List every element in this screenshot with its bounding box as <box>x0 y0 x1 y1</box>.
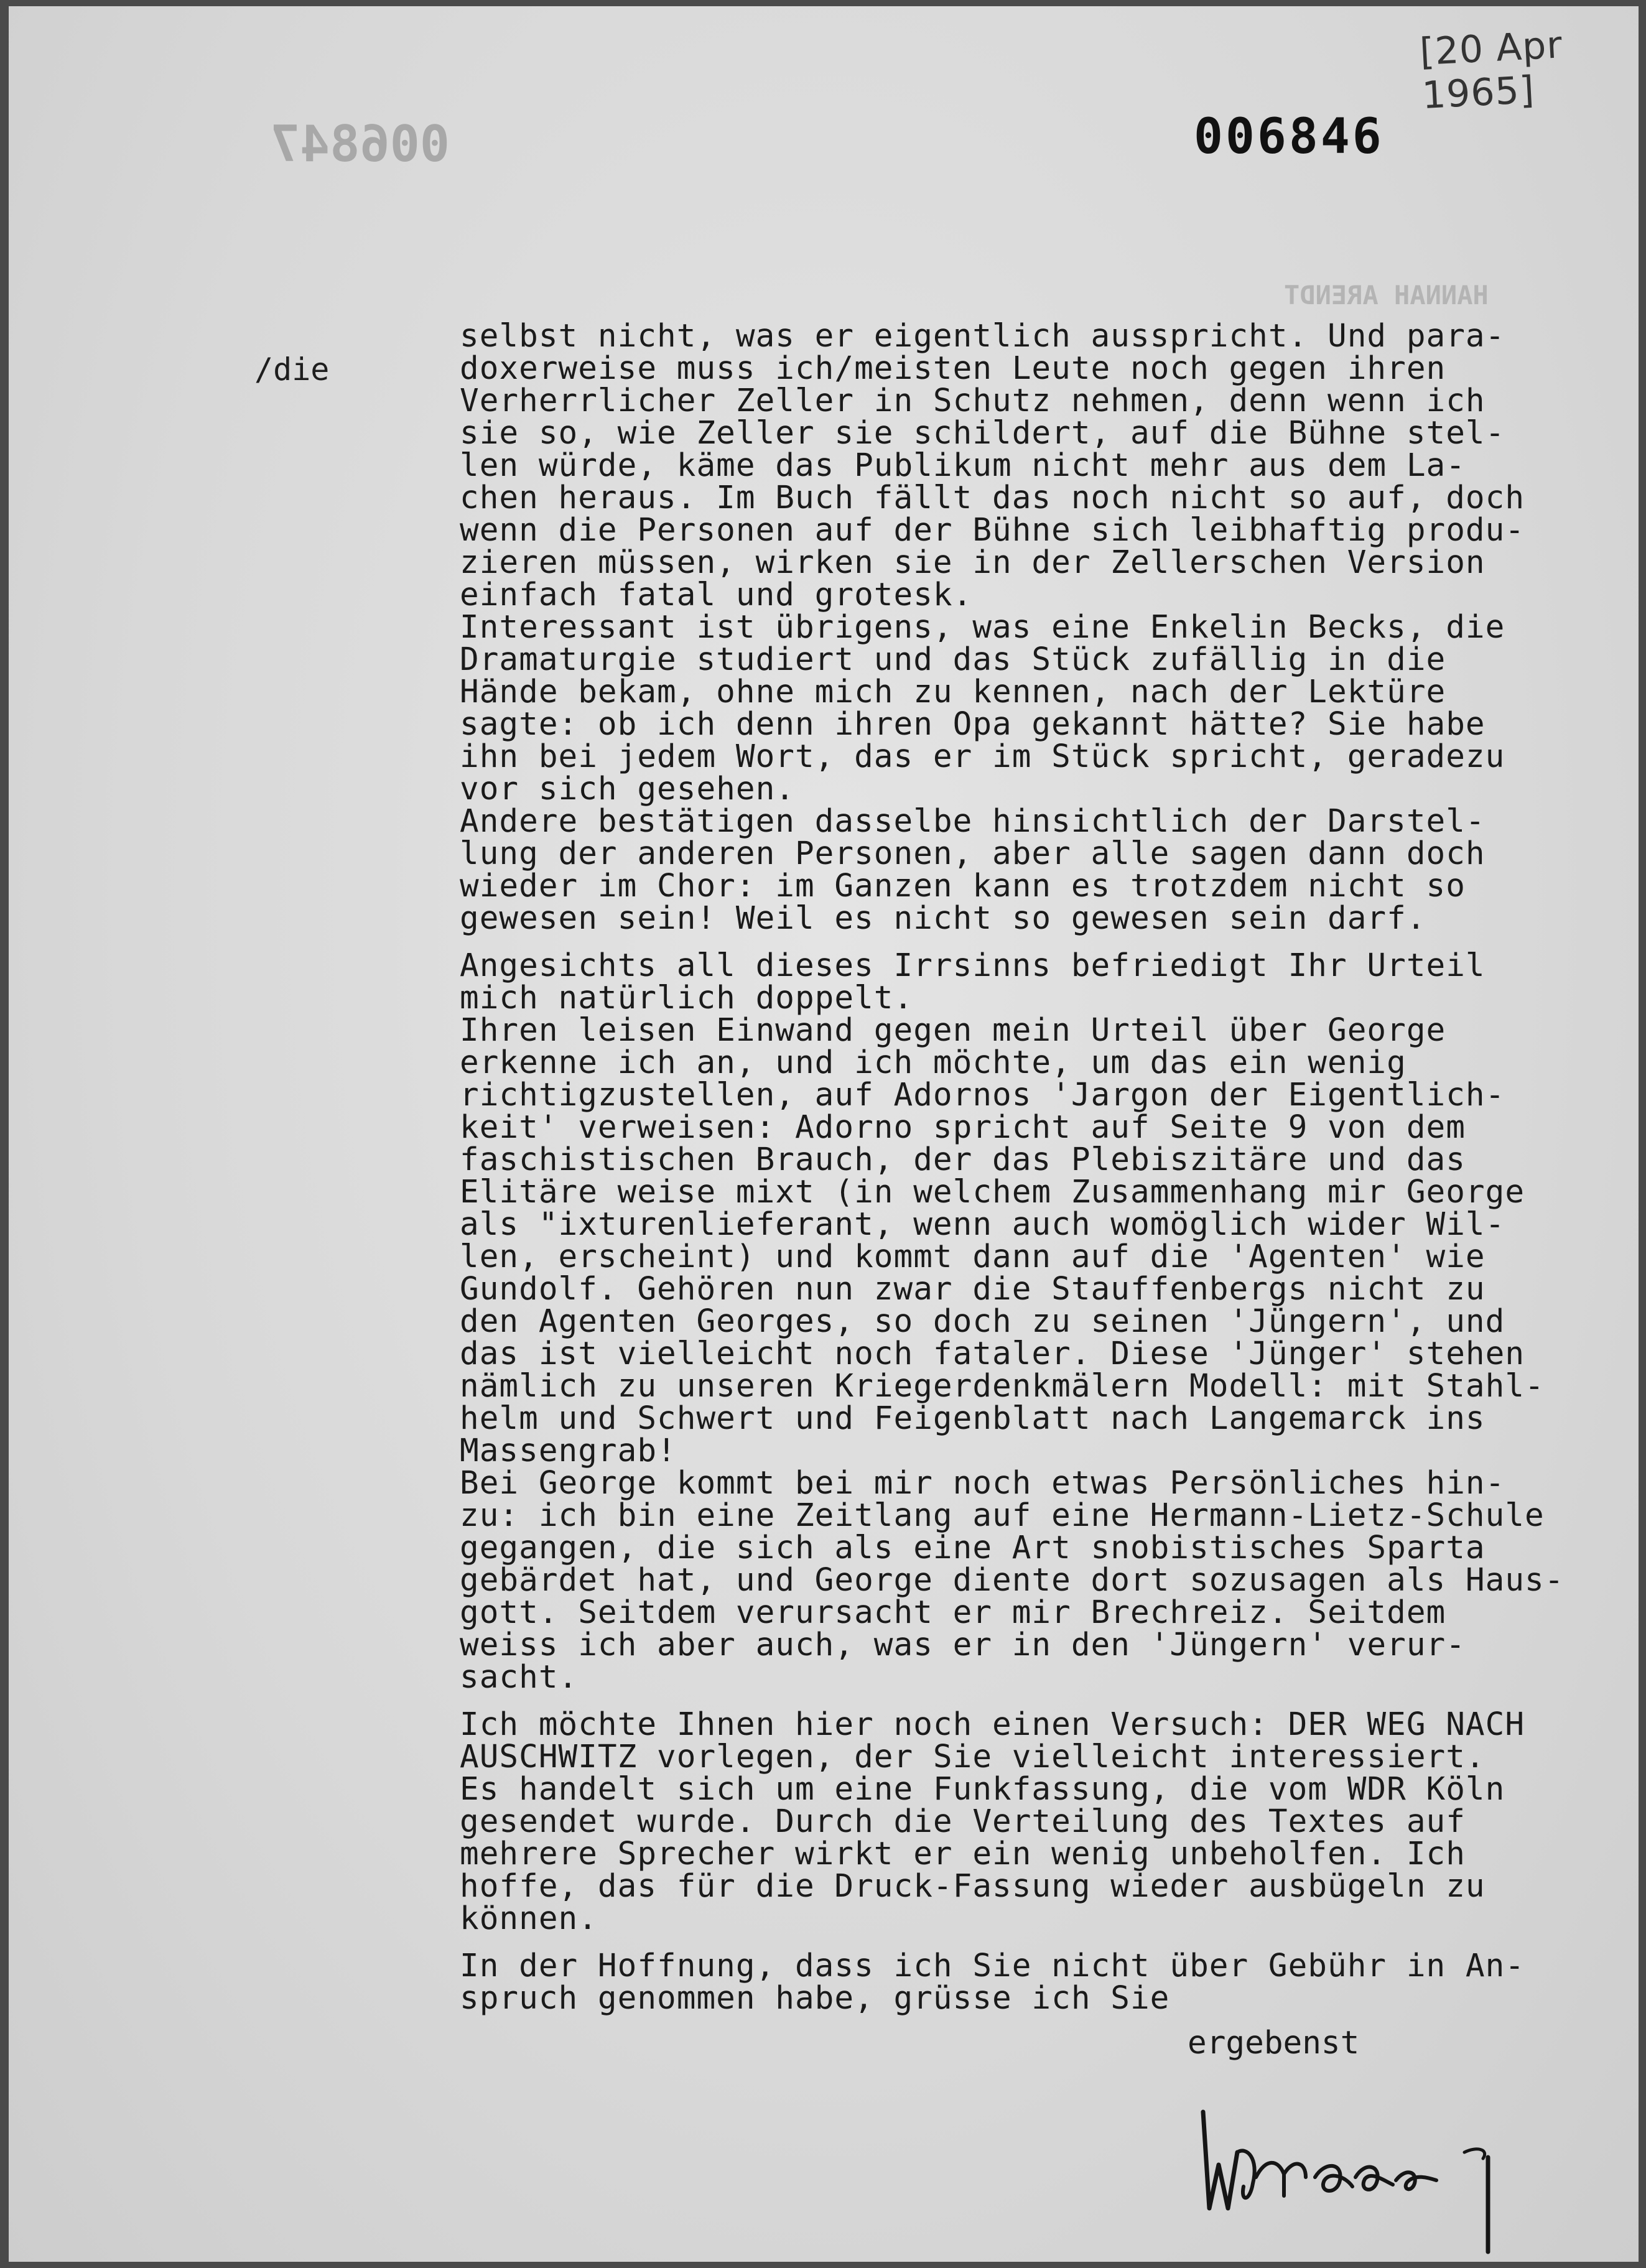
letter-line: Ich möchte Ihnen hier noch einen Versuch: DER WEG NACH <box>460 1706 1525 1743</box>
letter-line: einfach fatal und grotesk. <box>460 577 973 613</box>
letter-line: als "ixturenlieferant, wenn auch womöglich wider Wil- <box>460 1206 1505 1243</box>
letter-line: gott. Seitdem verursacht er mir Brechreiz. Seitdem <box>460 1594 1446 1631</box>
letter-line: zieren müssen, wirken sie in der Zellerschen Version <box>460 544 1486 581</box>
letter-line: Massengrab! <box>460 1433 677 1469</box>
letter-line: gewesen sein! Weil es nicht so gewesen sein darf. <box>460 900 1426 937</box>
archive-date-annotation: [20 Apr 1965] <box>1418 23 1564 118</box>
letter-line: wenn die Personen auf der Bühne sich leibhaftig produ- <box>460 512 1525 549</box>
bleed-through-header: HANNAH ARENDT <box>1284 280 1489 310</box>
margin-note: /die <box>254 351 330 388</box>
letter-line: erkenne ich an, und ich möchte, um das ein wenig <box>460 1044 1407 1081</box>
letter-line: keit' verweisen: Adorno spricht auf Seite 9 von dem <box>460 1109 1466 1146</box>
letter-line: Verherrlicher Zeller in Schutz nehmen, denn wenn ich <box>460 383 1486 419</box>
bleed-through-number: 006847 <box>270 115 450 173</box>
letter-line: Hände bekam, ohne mich zu kennen, nach der Lektüre <box>460 674 1446 710</box>
letter-line: mehrere Sprecher wirkt er ein wenig unbeholfen. Ich <box>460 1836 1466 1872</box>
letter-line: Interessant ist übrigens, was eine Enkelin Becks, die <box>460 609 1505 646</box>
letter-line: weiss ich aber auch, was er in den 'Jüngern' verur- <box>460 1627 1466 1663</box>
letter-line: ihn bei jedem Wort, das er im Stück spricht, geradezu <box>460 738 1505 775</box>
letter-line: den Agenten Georges, so doch zu seinen 'Jüngern', und <box>460 1303 1505 1340</box>
letter-line: In der Hoffnung, dass ich Sie nicht über Gebühr in An- <box>460 1948 1525 1984</box>
letter-line: sagte: ob ich denn ihren Opa gekannt hätte? Sie habe <box>460 706 1486 743</box>
letter-line: gesendet wurde. Durch die Verteilung des Textes auf <box>460 1803 1466 1840</box>
letter-line: Es handelt sich um eine Funkfassung, die vom WDR Köln <box>460 1771 1505 1808</box>
letter-line: spruch genommen habe, grüsse ich Sie <box>460 1980 1170 2017</box>
letter-line: Ihren leisen Einwand gegen mein Urteil über George <box>460 1012 1446 1049</box>
letter-line: sie so, wie Zeller sie schildert, auf die Bühne stel- <box>460 415 1505 452</box>
letter-line: Angesichts all dieses Irrsinns befriedigt Ihr Urteil <box>460 947 1486 984</box>
letter-line: Elitäre weise mixt (in welchem Zusammenhang mir George <box>460 1174 1525 1211</box>
handwritten-signature <box>1191 2053 1564 2262</box>
letter-line: Andere bestätigen dasselbe hinsichtlich der Darstel- <box>460 803 1486 840</box>
letter-line: hoffe, das für die Druck-Fassung wieder ausbügeln zu <box>460 1868 1486 1905</box>
letter-line: Dramaturgie studiert und das Stück zufällig in die <box>460 641 1446 678</box>
letter-page <box>9 6 1639 2262</box>
letter-line: len, erscheint) und kommt dann auf die 'Agenten' wie <box>460 1239 1486 1275</box>
letter-line: faschistischen Brauch, der das Plebiszitäre und das <box>460 1141 1466 1178</box>
letter-line: len würde, käme das Publikum nicht mehr aus dem La- <box>460 447 1466 484</box>
letter-line: gebärdet hat, und George diente dort sozusagen als Haus- <box>460 1562 1565 1599</box>
letter-line: helm und Schwert und Feigenblatt nach Langemarck ins <box>460 1400 1486 1437</box>
letter-line: können. <box>460 1900 598 1937</box>
letter-line: selbst nicht, was er eigentlich ausspricht. Und para- <box>460 318 1505 355</box>
letter-line: Gundolf. Gehören nun zwar die Stauffenbergs nicht zu <box>460 1271 1486 1308</box>
letter-line: zu: ich bin eine Zeitlang auf eine Hermann-Lietz-Schule <box>460 1497 1545 1534</box>
letter-line: vor sich gesehen. <box>460 771 795 807</box>
letter-line: das ist vielleicht noch fataler. Diese 'Jünger' stehen <box>460 1336 1525 1372</box>
letter-line: richtigzustellen, auf Adornos 'Jargon der Eigentlich- <box>460 1077 1505 1113</box>
letter-line: gegangen, die sich als eine Art snobistisches Sparta <box>460 1530 1486 1566</box>
letter-body <box>460 320 1611 2015</box>
letter-line: nämlich zu unseren Kriegerdenkmälern Modell: mit Stahl- <box>460 1368 1545 1405</box>
letter-line: mich natürlich doppelt. <box>460 980 914 1016</box>
letter-line: AUSCHWITZ vorlegen, der Sie vielleicht interessiert. <box>460 1739 1486 1775</box>
letter-line: doxerweise muss ich/meisten Leute noch gegen ihren <box>460 350 1446 387</box>
letter-line: wieder im Chor: im Ganzen kann es trotzdem nicht so <box>460 868 1466 904</box>
closing-phrase: ergebenst <box>1188 2025 1360 2061</box>
archive-stamp-number: 006846 <box>1194 109 1384 165</box>
letter-line: sacht. <box>460 1659 579 1696</box>
letter-line: lung der anderen Personen, aber alle sagen dann doch <box>460 835 1486 872</box>
letter-line: Bei George kommt bei mir noch etwas Persönliches hin- <box>460 1465 1505 1502</box>
letter-line: chen heraus. Im Buch fällt das noch nicht so auf, doch <box>460 480 1525 516</box>
